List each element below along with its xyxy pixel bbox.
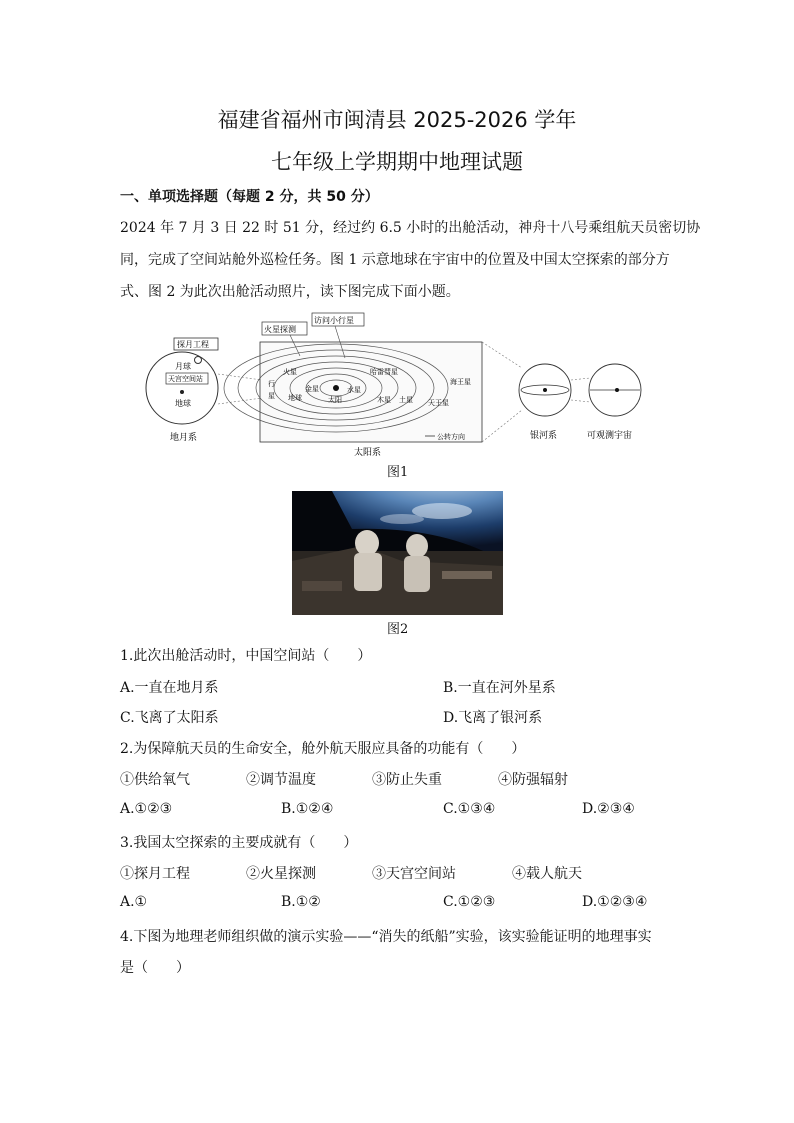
figure2-caption: 图2 bbox=[387, 622, 409, 637]
mars-probe-label: 火星探测 bbox=[264, 325, 296, 334]
question-4-stem-line2: 是（ ） bbox=[120, 960, 190, 976]
question-1-option-a[interactable]: A.一直在地月系 bbox=[120, 680, 219, 696]
question-3-option-c[interactable]: C.①②③ bbox=[443, 894, 496, 910]
lunar-project-label: 探月工程 bbox=[177, 340, 209, 349]
question-3-item: ①探月工程 bbox=[120, 866, 190, 882]
figure1-diagram bbox=[140, 312, 660, 472]
planet-left-label: 行 bbox=[268, 380, 275, 388]
question-2-option-c[interactable]: C.①③④ bbox=[443, 801, 496, 817]
mercury-label: 水星 bbox=[347, 386, 361, 394]
asteroid-visit-label: 访问小行星 bbox=[314, 316, 354, 325]
saturn-label: 土星 bbox=[399, 396, 413, 404]
earth-moon-system-label: 地月系 bbox=[170, 433, 198, 443]
comet-label: 哈雷彗星 bbox=[370, 368, 398, 376]
intro-line: 同，完成了空间站舱外巡检任务。图 1 示意地球在宇宙中的位置及中国太空探索的部分方 bbox=[120, 252, 670, 268]
question-3-option-d[interactable]: D.①②③④ bbox=[582, 894, 648, 910]
question-1-option-c[interactable]: C.飞离了太阳系 bbox=[120, 710, 219, 726]
earth-label: 地球 bbox=[175, 399, 191, 408]
question-3-stem: 3.我国太空探索的主要成就有（ ） bbox=[120, 835, 358, 851]
question-4-stem-line1: 4.下图为地理老师组织做的演示实验——“消失的纸船”实验，该实验能证明的地理事实 bbox=[120, 929, 652, 945]
question-2-item: ②调节温度 bbox=[246, 772, 316, 788]
question-1-option-b[interactable]: B.一直在河外星系 bbox=[443, 680, 556, 696]
question-3-item: ②火星探测 bbox=[246, 866, 316, 882]
connector-line bbox=[218, 398, 262, 404]
question-2-option-a[interactable]: A.①②③ bbox=[120, 801, 173, 817]
section-heading: 一、单项选择题（每题 2 分，共 50 分） bbox=[120, 189, 379, 205]
connector-line bbox=[571, 400, 590, 402]
question-2-item: ①供给氧气 bbox=[120, 772, 190, 788]
connector-line bbox=[482, 410, 522, 442]
connector-line bbox=[482, 342, 522, 368]
question-3-item: ④载人航天 bbox=[512, 866, 582, 882]
solar-system-box bbox=[260, 342, 482, 442]
universe-label: 可观测宇宙 bbox=[587, 431, 633, 441]
question-3-item: ③天宫空间站 bbox=[372, 866, 456, 882]
question-2-option-b[interactable]: B.①②④ bbox=[281, 801, 334, 817]
uranus-label: 天王星 bbox=[428, 399, 449, 407]
connector-line bbox=[571, 378, 590, 380]
question-3-option-b[interactable]: B.①② bbox=[281, 894, 321, 910]
sun-dot bbox=[333, 385, 339, 391]
connector-line bbox=[218, 374, 262, 380]
question-2-item: ④防强辐射 bbox=[498, 772, 568, 788]
moon-marker bbox=[195, 357, 202, 364]
intro-line: 式、图 2 为此次出舱活动照片，读下图完成下面小题。 bbox=[120, 284, 460, 300]
earth-dot bbox=[180, 390, 184, 394]
mars-label: 火星 bbox=[283, 368, 297, 376]
jupiter-label: 木星 bbox=[377, 396, 391, 404]
galaxy-label: 银河系 bbox=[530, 431, 558, 441]
earth-small-label: 地球 bbox=[288, 394, 302, 402]
figure2-photo bbox=[292, 491, 503, 615]
solar-system-label: 太阳系 bbox=[354, 448, 382, 458]
orbit-direction-label: 公转方向 bbox=[437, 433, 465, 441]
tiangong-label: 天宫空间站 bbox=[168, 375, 203, 383]
question-2-stem: 2.为保障航天员的生命安全，舱外航天服应具备的功能有（ ） bbox=[120, 741, 526, 757]
planet-left-label: 星 bbox=[268, 392, 275, 400]
question-1-option-d[interactable]: D.飞离了银河系 bbox=[443, 710, 543, 726]
exam-title-line2: 七年级上学期期中地理试题 bbox=[271, 150, 523, 174]
intro-line: 2024 年 7 月 3 日 22 时 51 分，经过约 6.5 小时的出舱活动，神舟十八号乘组航天员密切协 bbox=[120, 220, 701, 236]
neptune-label: 海王星 bbox=[450, 378, 471, 386]
spacewalk-photo-art bbox=[292, 491, 503, 615]
figure1-caption: 图1 bbox=[387, 465, 409, 480]
question-2-option-d[interactable]: D.②③④ bbox=[582, 801, 635, 817]
universe-center-dot bbox=[615, 388, 619, 392]
exam-title-line1: 福建省福州市闽清县 2025-2026 学年 bbox=[217, 108, 577, 132]
sun-label: 太阳 bbox=[328, 396, 342, 404]
question-3-option-a[interactable]: A.① bbox=[120, 894, 148, 910]
question-2-item: ③防止失重 bbox=[372, 772, 442, 788]
question-1-stem: 1.此次出舱活动时，中国空间站（ ） bbox=[120, 648, 372, 664]
intro-paragraph bbox=[120, 212, 701, 308]
galaxy-center-dot bbox=[543, 388, 547, 392]
venus-label: 金星 bbox=[305, 385, 319, 393]
moon-label: 月球 bbox=[175, 362, 191, 371]
